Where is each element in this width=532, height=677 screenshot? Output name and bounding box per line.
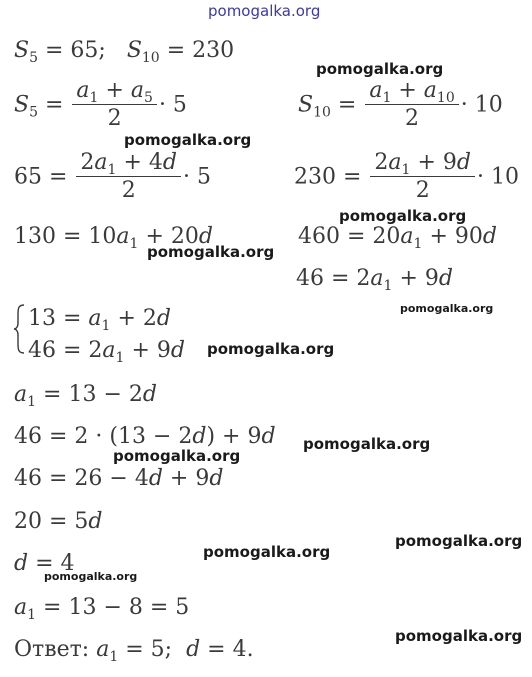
watermark: pomogalka.org (303, 435, 431, 453)
watermark: pomogalka.org (124, 131, 252, 149)
watermark: pomogalka.org (395, 627, 523, 645)
watermark: pomogalka.org (44, 570, 138, 583)
equation-given: $S_5 = 65$; $S_{10} = 230$ (14, 38, 235, 66)
watermark-top: pomogalka.org (208, 2, 321, 20)
equation-d: d = 4 (14, 551, 75, 576)
equation-a1-express: $a_1 = 13 - 2d$ (14, 382, 157, 410)
system-brace (12, 303, 26, 359)
equation-46: $46 = 2a_1 + 9d$ (296, 266, 453, 294)
watermark: pomogalka.org (395, 532, 523, 550)
system-eq-1: $13 = a_1 + 2d$ (28, 306, 171, 334)
watermark: pomogalka.org (339, 207, 467, 225)
answer-line: Ответ: $a_1 = 5$; d = 4. (14, 637, 254, 665)
equation-substitute: 46 = 2 · (13 − 2d) + 9d (14, 424, 276, 449)
answer-label: Ответ: (14, 637, 90, 662)
watermark: pomogalka.org (203, 543, 331, 561)
equation-a1-value: $a_1 = 13 - 8 = 5$ (14, 595, 190, 623)
watermark: pomogalka.org (113, 447, 241, 465)
watermark: pomogalka.org (207, 340, 335, 358)
watermark: pomogalka.org (147, 243, 275, 261)
equation-simplify: 20 = 5d (14, 509, 103, 534)
system-eq-2: $46 = 2a_1 + 9d$ (28, 338, 185, 366)
equation-s10-formula: $S_{10}$ = $\frac{a_1 + a_{10}}{2}$ · 10 (298, 78, 503, 131)
equation-130: $130 = 10a_1 + 20d$ (14, 224, 213, 252)
equation-s5-substituted: 65 = $\frac{2a_1 + 4d}{2}$ · 5 (14, 150, 211, 203)
watermark: pomogalka.org (400, 302, 494, 315)
equation-s5-formula: $S_5$ = $\frac{a_1 + a_5}{2}$ · 5 (14, 78, 187, 131)
equation-460: $460 = 20a_1 + 90d$ (298, 224, 497, 252)
equation-expand: 46 = 26 − 4d + 9d (14, 466, 224, 491)
watermark: pomogalka.org (316, 60, 444, 78)
equation-s10-substituted: 230 = $\frac{2a_1 + 9d}{2}$ · 10 (294, 150, 519, 203)
